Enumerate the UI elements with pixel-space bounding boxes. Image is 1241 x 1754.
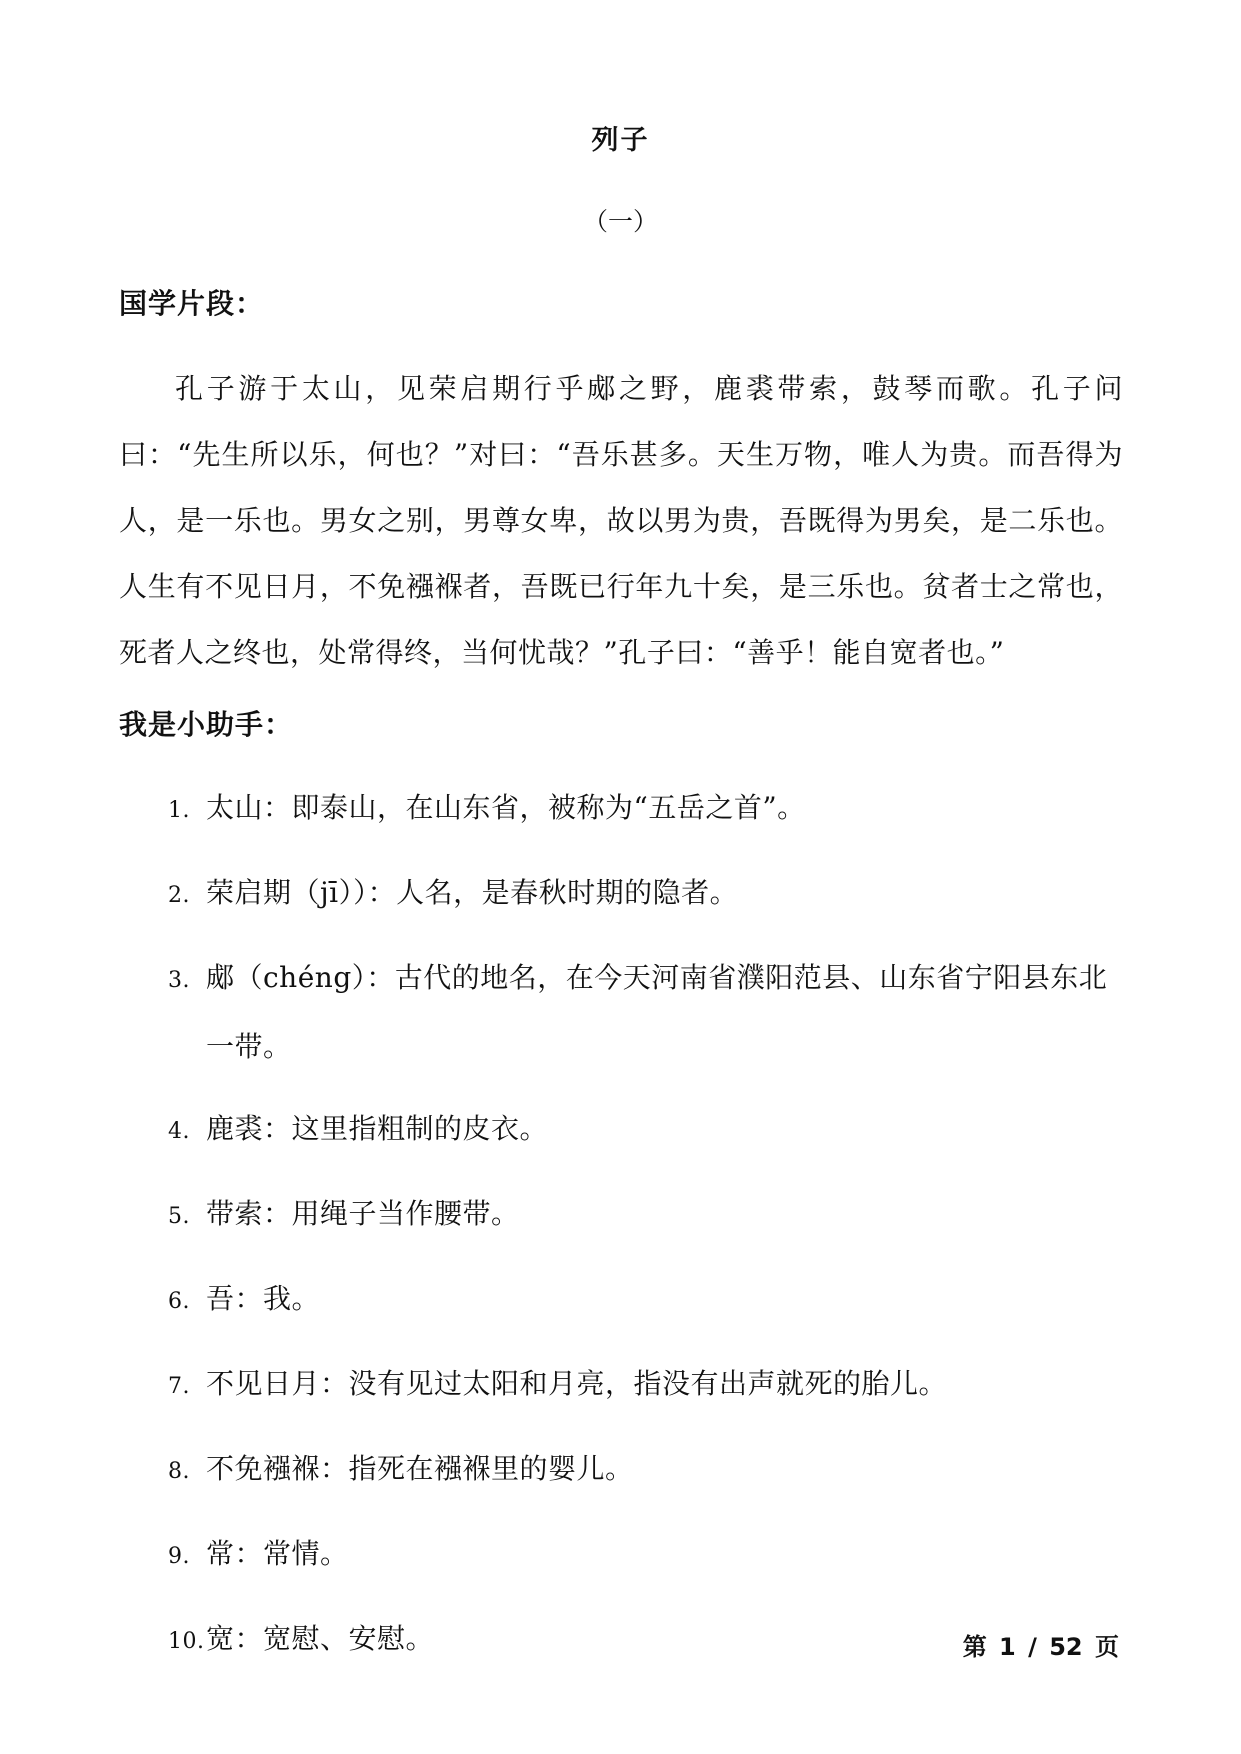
list-item — [168, 945, 1128, 1080]
section-heading-passage: 国学片段： — [119, 287, 265, 320]
note-text: 吾：我。 — [206, 1282, 321, 1315]
note-text: 太山：即泰山，在山东省，被称为“五岳之首”。 — [206, 791, 806, 824]
note-text: 带索：用绳子当作腰带。 — [206, 1197, 520, 1230]
note-number: 3. — [168, 968, 190, 993]
page-title: 列子 — [591, 125, 650, 156]
note-number: 1. — [168, 798, 190, 823]
list-item — [168, 775, 1128, 844]
note-text: 宽：宽慰、安慰。 — [206, 1622, 435, 1655]
note-text: 不见日月：没有见过太阳和月亮，指没有出声就死的胎儿。 — [206, 1367, 948, 1400]
list-item — [168, 1266, 1128, 1335]
notes-list — [168, 775, 1128, 1691]
note-text: 鹿裘：这里指粗制的皮衣。 — [206, 1112, 549, 1145]
note-number: 6. — [168, 1289, 190, 1314]
list-item — [168, 1181, 1128, 1250]
note-number: 4. — [168, 1119, 190, 1144]
note-number: 9. — [168, 1544, 190, 1569]
note-text: 不免襁褓：指死在襁褓里的婴儿。 — [206, 1452, 634, 1485]
note-text: 常：常情。 — [206, 1537, 349, 1570]
note-text-continued: 一带。 — [206, 1030, 292, 1063]
page-number: 第 1 / 52 页 — [962, 1633, 1119, 1661]
note-number: 7. — [168, 1374, 190, 1399]
note-number: 10. — [168, 1629, 205, 1654]
note-number: 5. — [168, 1204, 190, 1229]
section-heading-notes: 我是小助手： — [119, 708, 294, 741]
list-item — [168, 1521, 1128, 1590]
list-item — [168, 1096, 1128, 1165]
note-text: 郕（chéng）：古代的地名，在今天河南省濮阳范县、山东省宁阳县东北 — [206, 961, 1108, 994]
classical-passage: 孔子游于太山，见荣启期行乎郕之野，鹿裘带索，鼓琴而歌。孔子问曰：“先生所以乐，何也？”对曰：“吾乐甚多。天生万物，唯人为贵。而吾得为人，是一乐也。男女之别，男尊女卑，故以男为贵，吾既得为男矣，是二乐也。人生有不见日月，不免襁褓者，吾既已行年九十矣，是三乐也。贫者士之常也，死者人之终也，处常得终，当何忧哉？”孔子曰：“善乎！能自宽者也。” — [119, 372, 1123, 669]
list-item — [168, 1351, 1128, 1420]
note-text: 荣启期（jī））：人名，是春秋时期的隐者。 — [206, 876, 739, 909]
list-item — [168, 1436, 1128, 1505]
page-subtitle: （一） — [582, 207, 658, 236]
note-number: 2. — [168, 883, 190, 908]
note-number: 8. — [168, 1459, 190, 1484]
list-item — [168, 860, 1128, 929]
